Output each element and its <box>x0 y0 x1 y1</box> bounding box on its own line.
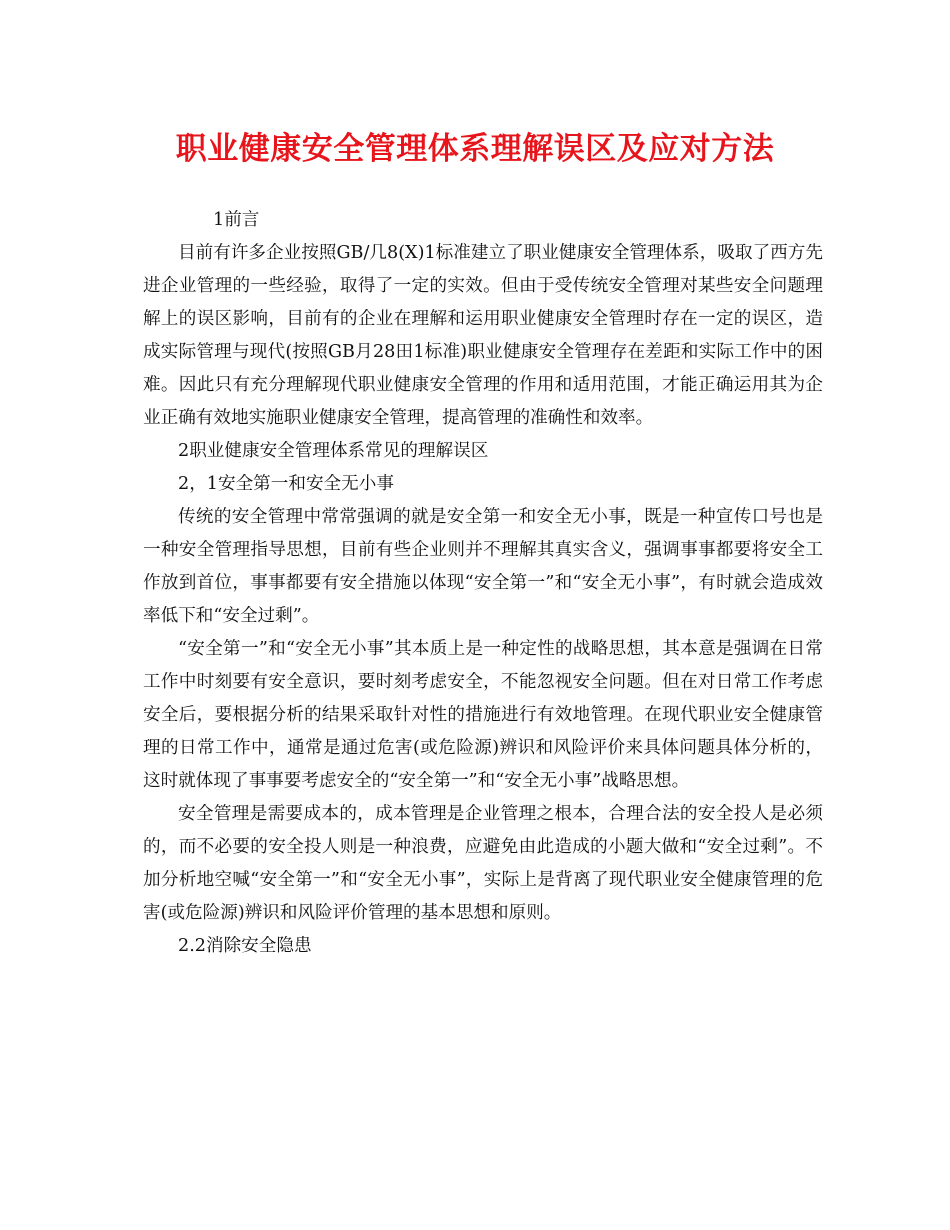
document-body <box>143 204 823 963</box>
section-1-heading: 1前言 <box>213 210 260 230</box>
paragraph-3: “安全第一”和“安全无小事”其本质上是一种定性的战略思想，其本意是强调在日常工作中时刻要有安全意识，要时刻考虑安全，不能忽视安全问题。但在对日常工作考虑安全后，要根据分析的结果采取针对性的措施进行有效地管理。在现代职业安全健康管理的日常工作中，通常是通过危害(或危险源)辨识和风险评价来具体问题具体分析的，这时就体现了事事要考虑安全的“安全第一”和“安全无小事”战略思想。 <box>143 639 823 791</box>
paragraph-1: 目前有许多企业按照GB/几8(X)1标准建立了职业健康安全管理体系，吸取了西方先进企业管理的一些经验，取得了一定的实效。但由于受传统安全管理对某些安全问题理解上的误区影响，目前有的企业在理解和运用职业健康安全管理时存在一定的误区，造成实际管理与现代(按照GB月28田1标准)职业健康安全管理存在差距和实际工作中的困难。因此只有充分理解现代职业健康安全管理的作用和适用范围，才能正确运用其为企业正确有效地实施职业健康安全管理，提高管理的准确性和效率。 <box>143 243 823 428</box>
section-2-1-heading: 2，1安全第一和安全无小事 <box>178 474 394 494</box>
paragraph-2: 传统的安全管理中常常强调的就是安全第一和安全无小事，既是一种宣传口号也是一种安全管理指导思想，目前有些企业则并不理解其真实含义，强调事事都要将安全工作放到首位，事事都要有安全措施以体现“安全第一”和“安全无小事”，有时就会造成效率低下和“安全过剩”。 <box>143 507 823 626</box>
section-2-heading: 2职业健康安全管理体系常见的理解误区 <box>178 441 489 461</box>
document-title: 职业健康安全管理体系理解误区及应对方法 <box>175 131 775 167</box>
section-2-2-heading: 2.2消除安全隐患 <box>178 936 312 956</box>
paragraph-4: 安全管理是需要成本的，成本管理是企业管理之根本，合理合法的安全投人是必须的，而不必要的安全投人则是一种浪费，应避免由此造成的小题大做和“安全过剩”。不加分析地空喊“安全第一”和“安全无小事”，实际上是背离了现代职业安全健康管理的危害(或危险源)辨识和风险评价管理的基本思想和原则。 <box>143 804 823 923</box>
